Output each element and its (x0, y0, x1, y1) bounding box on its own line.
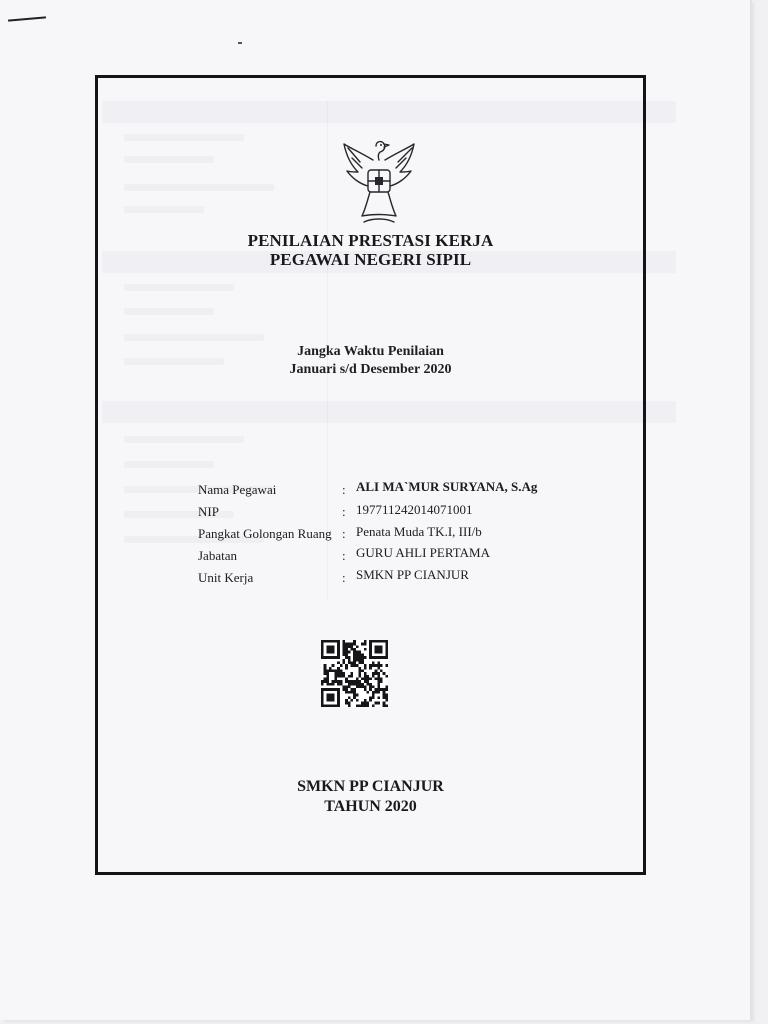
qr-code-icon (321, 640, 388, 707)
separator: : (342, 526, 346, 541)
employee-value: Penata Muda TK.I, III/b (356, 524, 482, 539)
assessment-period-label: Jangka Waktu Penilaian (297, 344, 444, 359)
employee-label: Jabatan (198, 548, 237, 563)
employee-label: Nama Pegawai (198, 482, 277, 497)
separator: : (342, 570, 346, 585)
garuda-emblem-icon (340, 138, 418, 230)
footer-institution: SMKN PP CIANJUR (297, 778, 444, 795)
assessment-period-value: Januari s/d Desember 2020 (289, 362, 452, 377)
employee-value: GURU AHLI PERTAMA (356, 545, 490, 560)
employee-value: 197711242014071001 (356, 502, 473, 517)
footer-year: TAHUN 2020 (324, 798, 417, 815)
employee-label: Pangkat Golongan Ruang (198, 526, 332, 541)
separator: : (342, 504, 346, 519)
employee-label: Unit Kerja (198, 570, 254, 585)
separator: : (342, 548, 346, 563)
separator: : (342, 482, 346, 497)
employee-value: ALI MA`MUR SURYANA, S.Ag (356, 479, 538, 494)
scan-mark (8, 16, 46, 21)
document-title-line-2: PEGAWAI NEGERI SIPIL (269, 250, 472, 269)
employee-value: SMKN PP CIANJUR (356, 567, 469, 582)
employee-label: NIP (198, 504, 219, 519)
document-title-line-1: PENILAIAN PRESTASI KERJA (247, 231, 494, 250)
scan-speck (238, 42, 242, 44)
